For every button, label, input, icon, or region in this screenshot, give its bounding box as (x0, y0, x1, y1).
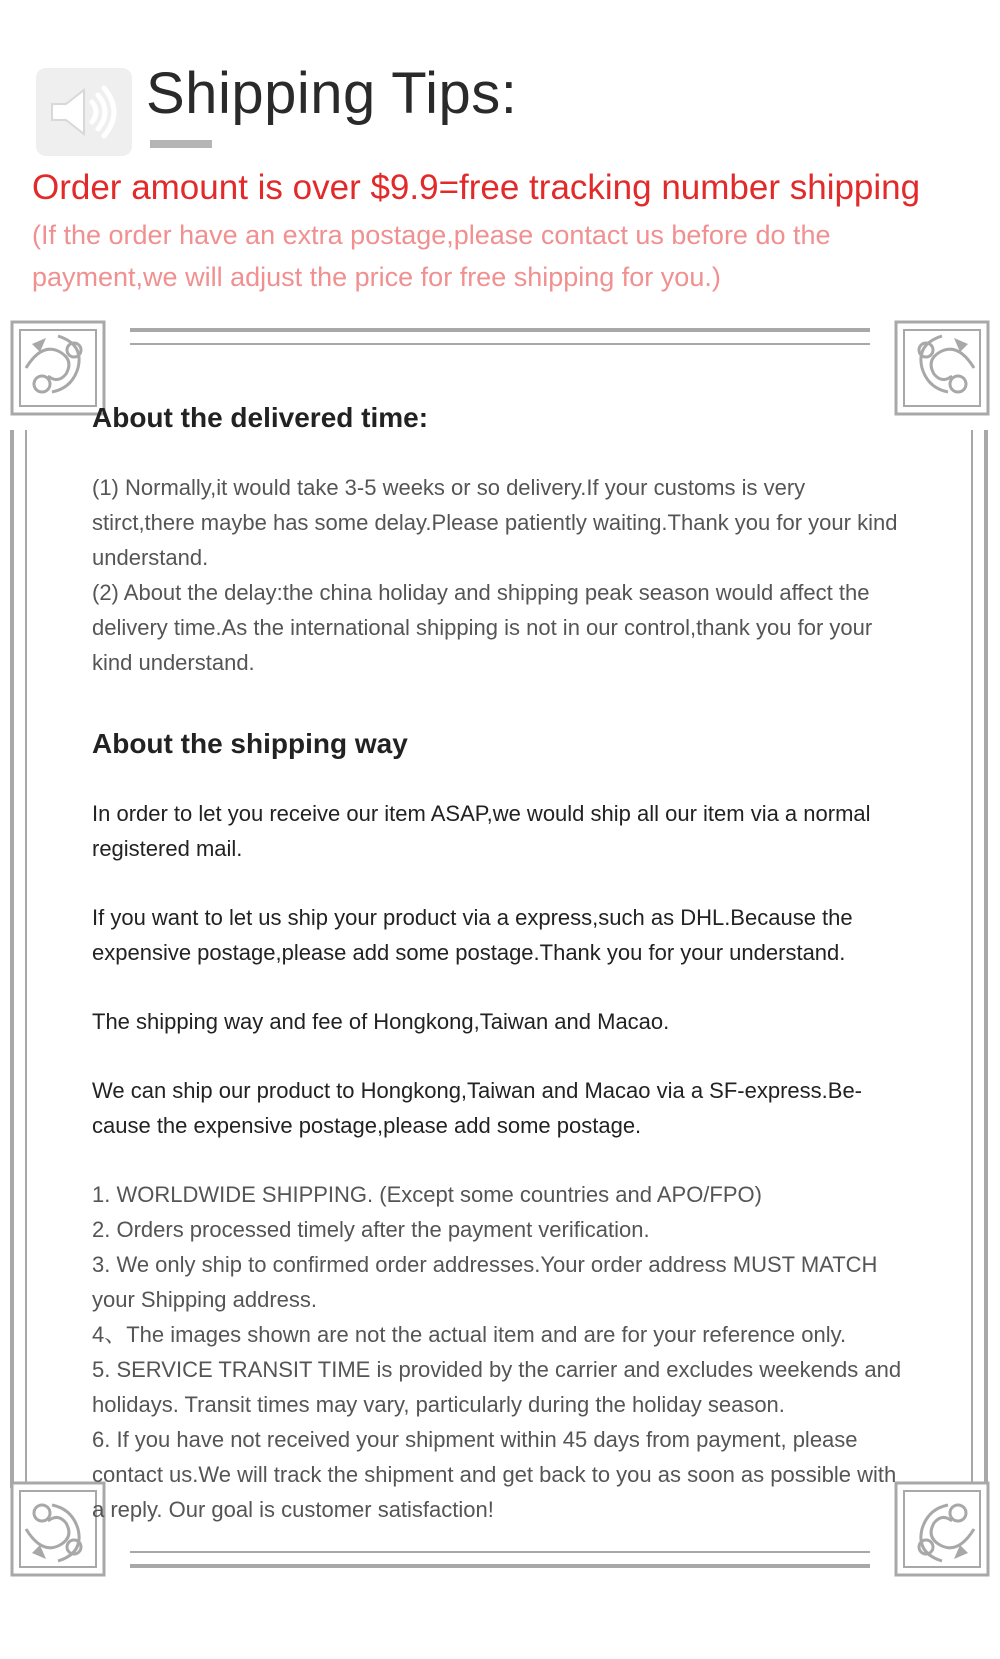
list-item: 5. SERVICE TRANSIT TIME is provided by the carrier and excludes weekends and holidays. Transit times may vary, particularly during the holiday season. (92, 1357, 902, 1417)
list-item: 3. We only ship to confirmed order addresses.Your order address MUST MATCH your Shipping address. (92, 1252, 878, 1312)
page-title: Shipping Tips: (146, 61, 518, 126)
list-item: 6. If you have not received your shipment within 45 days from payment, please contact us.We will track the shipment and get back to you as soon as possible with a reply. Our goal is customer satisfaction! (92, 1427, 897, 1522)
shipping-paragraph-3: The shipping way and fee of Hongkong,Taiwan and Macao. (92, 1009, 670, 1034)
delivery-paragraph-2: (2) About the delay:the china holiday and shipping peak season would affect the delivery time.As the international shipping is not in our control,thank you for your kind understand. (92, 580, 873, 675)
delivery-heading: About the delivered time: (92, 402, 429, 433)
list-item: 1. WORLDWIDE SHIPPING. (Except some countries and APO/FPO) (92, 1182, 762, 1207)
list-item: 2. Orders processed timely after the payment verification. (92, 1217, 650, 1242)
extra-postage-note: (If the order have an extra postage,please contact us before do the payment,we will adjust the price for free shipping for you.) (32, 220, 831, 292)
free-shipping-notice: Order amount is over $9.9=free tracking number shipping (32, 168, 921, 207)
shipping-paragraph-4: We can ship our product to Hongkong,Taiwan and Macao via a SF-express.Be-cause the expensive postage,please add some postage. (92, 1078, 862, 1138)
shipping-info-content (92, 400, 902, 1527)
shipping-way-heading: About the shipping way (92, 728, 408, 759)
shipping-paragraph-2: If you want to let us ship your product via a express,such as DHL.Because the expensive postage,please add some postage.Thank you for your understand. (92, 905, 853, 965)
list-item: 4、The images shown are not the actual item and are for your reference only. (92, 1322, 847, 1347)
shipping-paragraph-1: In order to let you receive our item ASAP,we would ship all our item via a normal registered mail. (92, 801, 871, 861)
delivery-paragraph-1: (1) Normally,it would take 3-5 weeks or so delivery.If your customs is very stirct,there maybe has some delay.Please patiently waiting.Thank you for your kind understand. (92, 475, 898, 570)
